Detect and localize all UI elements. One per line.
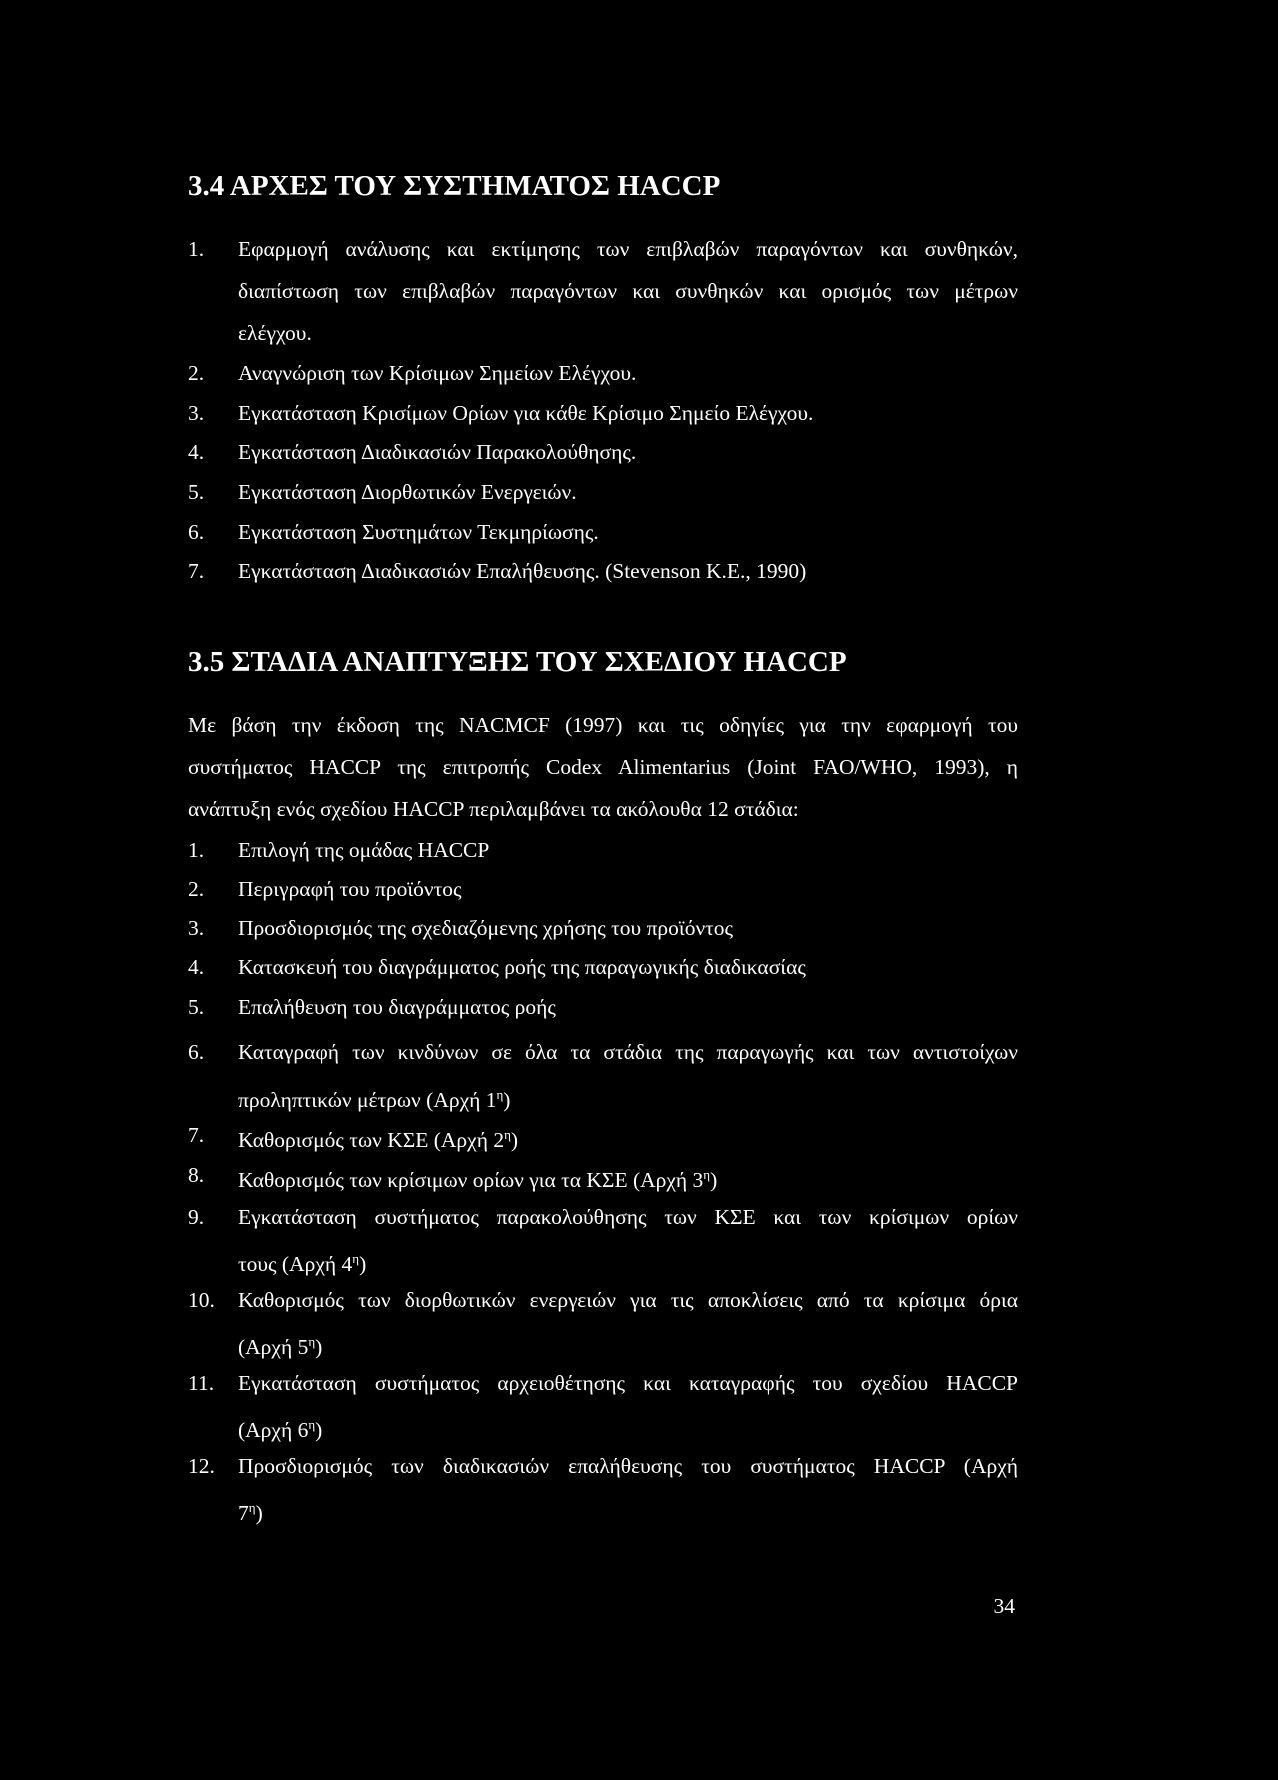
ordinal-superscript: η bbox=[496, 1087, 504, 1102]
list-item-number: 4. bbox=[188, 440, 205, 464]
list-item-text: Προσδιορισμός της σχεδιαζόμενης χρήσης του προϊόντος bbox=[238, 916, 734, 940]
page-number: 34 bbox=[993, 1594, 1015, 1618]
list-item-text: Εγκατάσταση Κρισίμων Ορίων για κάθε Κρίσιμο Σημείο Ελέγχου. bbox=[238, 401, 814, 425]
list-item-number: 1. bbox=[188, 237, 205, 261]
list-item-text: Καθορισμός των κρίσιμων ορίων για τα ΚΣΕ (Αρχή $3^\eta$) bbox=[238, 1167, 718, 1193]
list-item-text: Καθορισμός των διορθωτικών ενεργειών για τις αποκλίσεις από τα κρίσιμα όρια bbox=[238, 1288, 1018, 1312]
list-item-text: Κατασκευή του διαγράμματος ροής της παραγωγικής διαδικασίας bbox=[238, 955, 806, 979]
list-item-number: 3. bbox=[188, 916, 205, 940]
list-item-text: Εφαρμογή ανάλυσης και εκτίμησης των επιβλαβών παραγόντων και συνθηκών, bbox=[238, 237, 1018, 261]
list-item-number: 1. bbox=[188, 838, 205, 862]
list-item-number: 7. bbox=[188, 559, 205, 583]
list-item-number: 10. bbox=[188, 1288, 215, 1312]
list-item-number: 11. bbox=[188, 1371, 215, 1395]
list-item-text: Αναγνώριση των Κρίσιμων Σημείων Ελέγχου. bbox=[238, 361, 637, 385]
list-item-number: 3. bbox=[188, 401, 205, 425]
list-item-number: 9. bbox=[188, 1205, 205, 1229]
ordinal-superscript: η bbox=[308, 1334, 316, 1349]
ordinal-superscript: η bbox=[308, 1417, 316, 1432]
list-item-text: $7^\eta$) bbox=[238, 1500, 263, 1526]
list-item-number: 8. bbox=[188, 1163, 205, 1187]
list-item-text: Περιγραφή του προϊόντος bbox=[238, 877, 462, 901]
list-item-number: 5. bbox=[188, 995, 205, 1019]
list-item-text: Εγκατάσταση συστήματος παρακολούθησης των ΚΣΕ και των κρίσιμων ορίων bbox=[238, 1205, 1018, 1229]
list-item-text: Καταγραφή των κινδύνων σε όλα τα στάδια της παραγωγής και των αντιστοίχων bbox=[238, 1040, 1018, 1064]
list-item-number: 2. bbox=[188, 877, 205, 901]
ordinal-superscript: η bbox=[703, 1167, 711, 1182]
list-item-text: προληπτικών μέτρων (Αρχή $1^\eta$) bbox=[238, 1087, 511, 1113]
paragraph-line: συστήματος HACCP της επιτροπής Codex Alimentarius (Joint FAO/WHO, 1993), η bbox=[188, 755, 1018, 779]
list-item-text: (Αρχή $5^\eta$) bbox=[238, 1334, 323, 1360]
list-item-text: διαπίστωση των επιβλαβών παραγόντων και συνθηκών και ορισμός των μέτρων bbox=[238, 279, 1018, 303]
list-item-number: 6. bbox=[188, 1040, 205, 1064]
paragraph-line: ανάπτυξη ενός σχεδίου HACCP περιλαμβάνει τα ακόλουθα 12 στάδια: bbox=[188, 797, 799, 821]
list-item-number: 7. bbox=[188, 1123, 205, 1147]
list-item-text: (Αρχή $6^\eta$) bbox=[238, 1417, 323, 1443]
list-item-text: Εγκατάσταση συστήματος αρχειοθέτησης και καταγραφής του σχεδίου HACCP bbox=[238, 1371, 1018, 1395]
list-item-text: ελέγχου. bbox=[238, 321, 312, 345]
paragraph-line: Με βάση την έκδοση της NACMCF (1997) και τις οδηγίες για την εφαρμογή του bbox=[188, 713, 1018, 737]
section-heading-3-5: 3.5 ΣΤΑΔΙΑ ΑΝΑΠΤΥΞΗΣ ΤΟΥ ΣΧΕΔΙΟΥ HACCP bbox=[188, 646, 847, 678]
list-item-number: 2. bbox=[188, 361, 205, 385]
list-item-text: Επαλήθευση του διαγράμματος ροής bbox=[238, 995, 556, 1019]
list-item-text: Εγκατάσταση Διαδικασιών Παρακολούθησης. bbox=[238, 440, 637, 464]
list-item-text: Προσδιορισμός των διαδικασιών επαλήθευσης του συστήματος HACCP (Αρχή bbox=[238, 1454, 1018, 1478]
ordinal-superscript: η bbox=[504, 1127, 511, 1142]
list-item-number: 12. bbox=[188, 1454, 215, 1478]
list-item-text: Εγκατάσταση Συστημάτων Τεκμηρίωσης. bbox=[238, 520, 599, 544]
list-item-text: Εγκατάσταση Διορθωτικών Ενεργειών. bbox=[238, 480, 577, 504]
list-item-number: 4. bbox=[188, 955, 205, 979]
list-item-number: 6. bbox=[188, 520, 205, 544]
list-item-number: 5. bbox=[188, 480, 205, 504]
list-item-text: Επιλογή της ομάδας HACCP bbox=[238, 838, 490, 862]
list-item-text: Εγκατάσταση Διαδικασιών Επαλήθευσης. (Stevenson K.E., 1990) bbox=[238, 559, 807, 583]
list-item-text: Καθορισμός των ΚΣΕ (Αρχή $2^\eta$) bbox=[238, 1127, 519, 1153]
ordinal-superscript: η bbox=[248, 1500, 256, 1515]
list-item-text: τους (Αρχή $4^\eta$) bbox=[238, 1251, 367, 1277]
ordinal-superscript: η bbox=[352, 1251, 360, 1266]
section-heading-3-4: 3.4 ΑΡΧΕΣ ΤΟΥ ΣΥΣΤΗΜΑΤΟΣ HACCP bbox=[188, 170, 721, 202]
